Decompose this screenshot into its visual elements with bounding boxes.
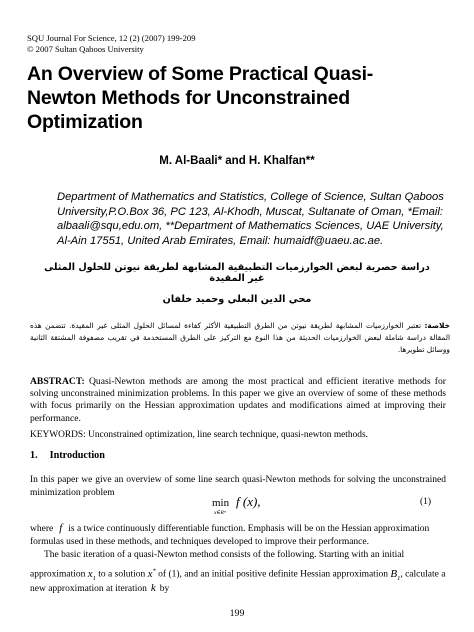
where-word: where [30,524,54,534]
abstract-label: ABSTRACT: [30,376,85,387]
arabic-authors: محي الدين البعلي وحميد خلفان [162,294,312,305]
paper-title [27,62,457,134]
arabic-abstract-text: تعتبر الخوارزميات المشابهة لطريقة نيوتن من الطرق التطبيقية الأكثر كفاءة لمسائل الحلول المثلى غير المقيدة. تتضمن هذه المقالة دراسة شاملة لبعض الخوارزميات الحديثة من هذا النوع مع التركيز على الطرق المستخدمة في تقريب مصفوفة المشتقة الثانية ووسائل تطويرها. [30,321,450,354]
equation-1 [0,489,474,519]
affiliation: Department of Mathematics and Statistics, College of Science, Sultan Qaboos University,P.O.Box 36, PC 123, Al-Khodh, Muscat, Sultanate of Oman, *Email: albaali@squ,edu.om, **Department of Mathematics Sciences, UAE University, Al-Ain 17551, United Arab Emirates, Email: humaidf@uaeu.ac.ae. [57,191,444,247]
b1-symbol: $B_1$ [390,567,401,582]
basic-iteration-line: The basic iteration of a quasi-Newton method consists of the following. Starting with an initial [44,550,405,560]
copyright-line: © 2007 Sultan Qaboos University [27,43,144,54]
page-number: 199 [229,608,245,619]
new-approximation-line [30,582,446,596]
journal-header [27,33,196,54]
equation-min-operator: min [212,497,230,509]
function-symbol: f [59,522,63,534]
new-approximation-text: new approximation at iteration [30,584,147,594]
xstar-symbol: x* [147,567,156,580]
arabic-abstract-label: خلاصة: [424,321,450,330]
where-line [30,522,446,536]
x1-symbol: $x_1$ [87,567,96,582]
title-line: Newton Methods for Unconstrained [27,87,350,109]
approximation-end-text: , calculate a [400,569,446,580]
where-text: is a twice continuously differentiable function. Emphasis will be on the Hessian approximation [68,524,430,534]
section-number: 1. [30,450,38,461]
approximation-word: approximation [30,569,86,580]
to-solution-text: to a solution [98,569,146,580]
equation-expression: f (x), [236,494,261,509]
equation-number: (1) [420,497,432,507]
title-line: Optimization [27,111,143,133]
new-approximation-end: by [159,584,170,594]
arabic-title: دراسة حصرية لبعض الخوارزميات التطبيقية المشابهة لطريقة نيوتن للحلول المثلى غير المقيدة [44,262,430,284]
arabic-abstract [30,320,450,356]
abstract-text: Quasi-Newton methods are among the most practical and efficient iterative methods for solving unconstrained minimization problems. In this paper we give an overview of some of these methods with focus primarily on the Hessian approximation updates and modifications aimed at improving their performance. [30,376,446,424]
abstract [30,376,446,425]
keywords: KEYWORDS: Unconstrained optimization, line search technique, quasi-newton methods. [30,430,368,440]
intro-paragraph: In this paper we give an overview of some line search quasi-Newton methods for solving the unconstrained minimization problem [30,475,446,498]
k-symbol: k [150,582,156,594]
formulas-line: formulas used in these methods, and techniques developed to improve their performance. [30,537,369,547]
section-heading [30,450,105,461]
approximation-line [30,564,446,580]
section-title: Introduction [49,450,105,461]
authors: M. Al-Baali* and H. Khalfan** [159,155,315,167]
approximation-mid-text: of (1), and an initial positive definite Hessian approximation [158,569,388,580]
equation-subscript: x∈Rⁿ [214,510,226,516]
title-line: An Overview of Some Practical Quasi- [27,63,374,85]
journal-citation: SQU Journal For Science, 12 (2) (2007) 199-209 [27,33,196,43]
